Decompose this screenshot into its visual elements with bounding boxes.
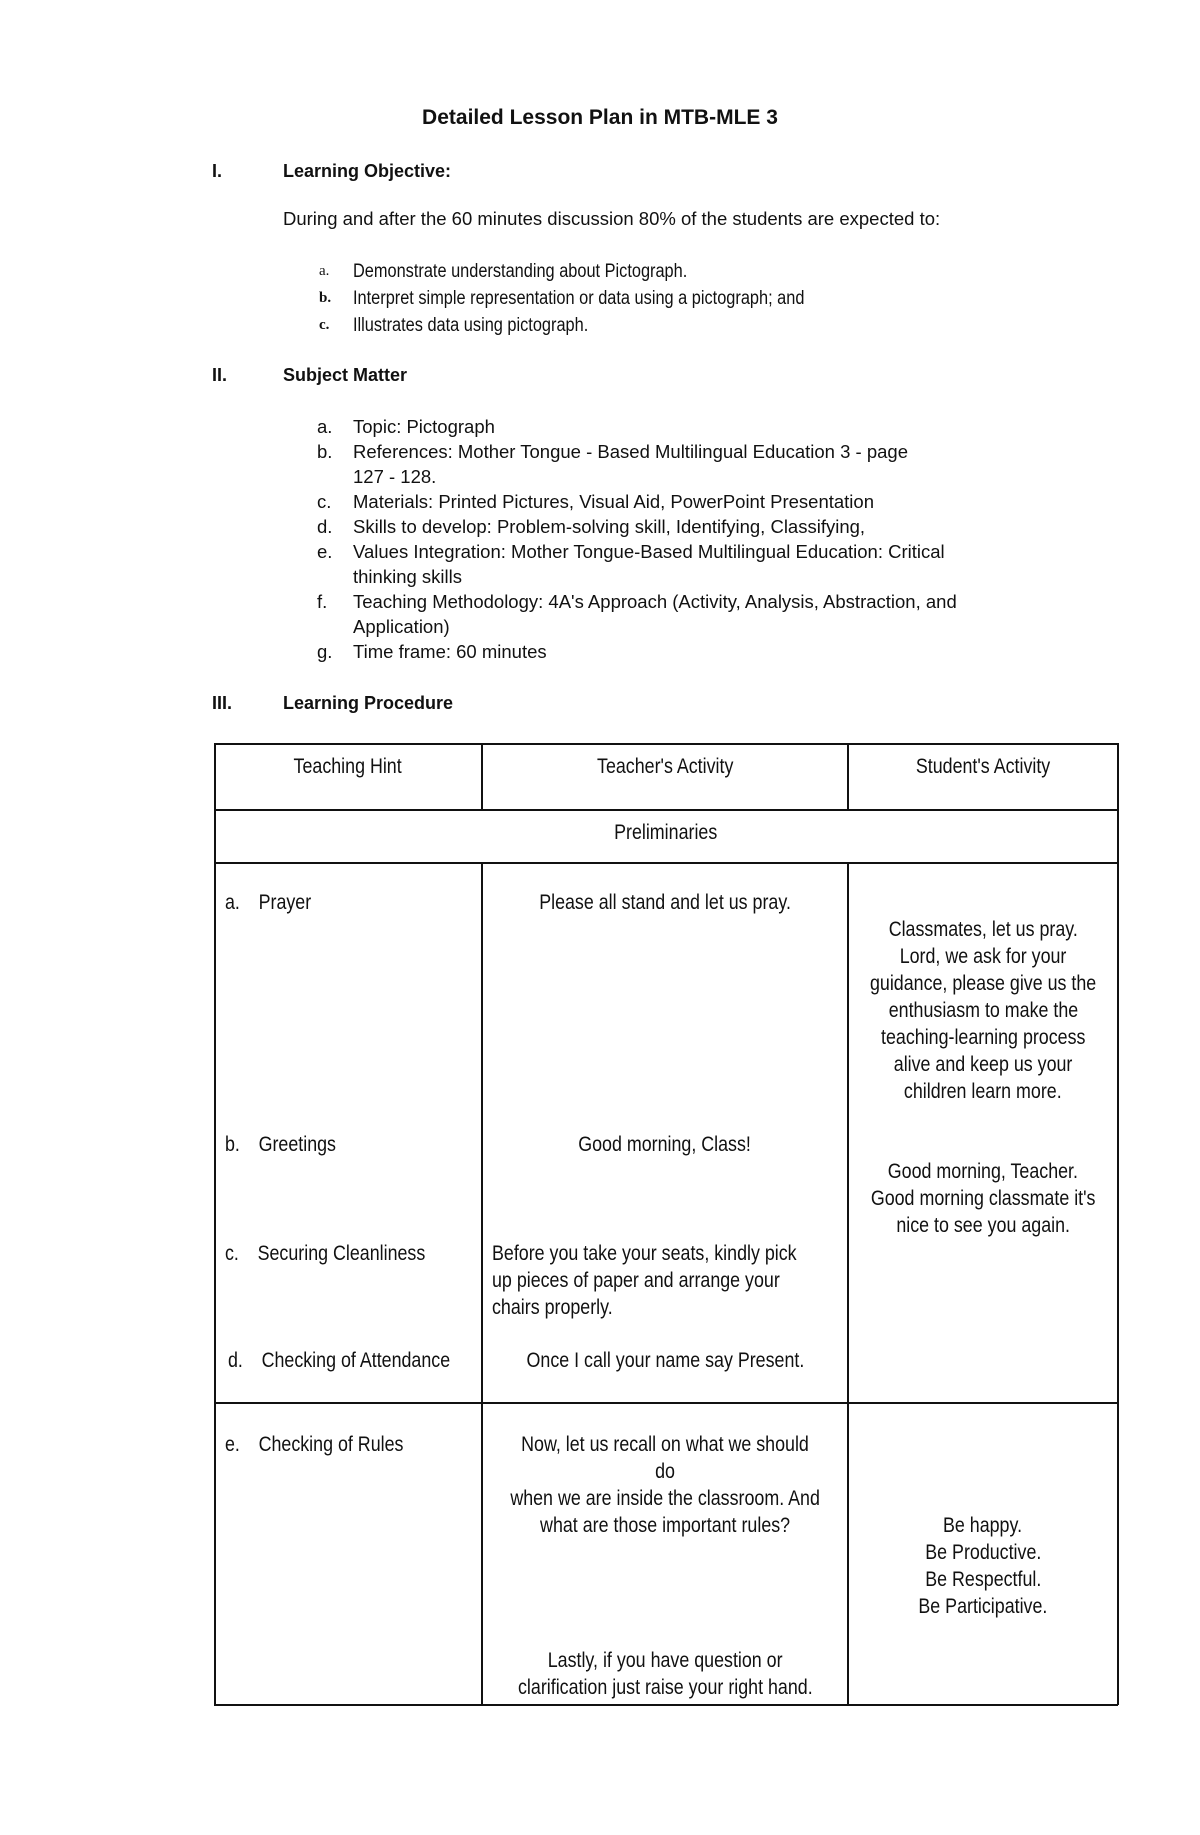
list-item bbox=[283, 414, 1023, 439]
table-column-divider bbox=[481, 862, 483, 1705]
document-title: Detailed Lesson Plan in MTB-MLE 3 bbox=[422, 106, 778, 129]
section-3-number: III. bbox=[212, 693, 233, 713]
objective-list bbox=[283, 258, 1023, 339]
table-divider bbox=[214, 809, 1118, 811]
header-teachers-activity: Teacher's Activity bbox=[596, 755, 734, 778]
teacher-cleanliness: Before you take your seats, kindly pick up pieces of paper and arrange your chairs properly. bbox=[492, 1242, 797, 1319]
hint-securing-cleanliness: c. Securing Cleanliness bbox=[225, 1242, 426, 1265]
list-marker: b. bbox=[319, 290, 332, 306]
section-3-title: Learning Procedure bbox=[283, 693, 454, 713]
list-marker: e. bbox=[317, 541, 333, 562]
list-item-text: Demonstrate understanding about Pictograph. bbox=[353, 261, 688, 282]
section-1-number: I. bbox=[212, 161, 223, 181]
learning-procedure-table bbox=[214, 743, 1118, 1705]
list-item bbox=[283, 285, 1023, 312]
list-marker: f. bbox=[317, 591, 328, 612]
header-students-activity: Student's Activity bbox=[915, 755, 1051, 778]
table-divider bbox=[214, 862, 1118, 864]
list-item-text: Interpret simple representation or data using a pictograph; and bbox=[353, 288, 805, 309]
list-item bbox=[283, 639, 1023, 664]
subject-matter-list bbox=[283, 414, 1023, 664]
list-item bbox=[283, 514, 1023, 539]
student-prayer: Classmates, let us pray. Lord, we ask for your guidance, please give us the enthusiasm to make the teaching-learning process alive and keep us your children learn more. bbox=[869, 918, 1097, 1103]
hint-checking-rules: e. Checking of Rules bbox=[225, 1433, 404, 1456]
list-item-text: Topic: Pictograph bbox=[353, 416, 495, 437]
list-marker: b. bbox=[317, 441, 333, 462]
list-item-text: Illustrates data using pictograph. bbox=[353, 315, 589, 336]
header-teaching-hint: Teaching Hint bbox=[293, 755, 403, 778]
list-item bbox=[283, 589, 1053, 639]
section-2-title: Subject Matter bbox=[283, 365, 408, 385]
hint-prayer: a. Prayer bbox=[225, 891, 312, 914]
student-greetings: Good morning, Teacher. Good morning classmate it's nice to see you again. bbox=[870, 1160, 1096, 1237]
list-item-text: Values Integration: Mother Tongue-Based Multilingual Education: Critical thinking skills bbox=[353, 541, 945, 587]
list-item bbox=[283, 439, 913, 489]
list-item-text: Teaching Methodology: 4A's Approach (Activity, Analysis, Abstraction, and Application) bbox=[353, 591, 957, 637]
list-item bbox=[283, 258, 1023, 285]
list-marker: a. bbox=[319, 263, 330, 279]
list-item-text: References: Mother Tongue - Based Multilingual Education 3 - page 127 - 128. bbox=[353, 441, 908, 487]
table-border-top bbox=[214, 743, 1118, 745]
list-item-text: Skills to develop: Problem-solving skill, Identifying, Classifying, bbox=[353, 516, 866, 537]
teacher-rules: Now, let us recall on what we should do when we are inside the classroom. And what are those important rules? bbox=[510, 1433, 820, 1537]
hint-checking-attendance: d. Checking of Attendance bbox=[228, 1349, 451, 1372]
list-marker: a. bbox=[317, 416, 333, 437]
list-item bbox=[283, 489, 1023, 514]
list-marker: c. bbox=[317, 491, 332, 512]
table-border-left bbox=[214, 743, 216, 1705]
list-item-text: Time frame: 60 minutes bbox=[353, 641, 547, 662]
table-divider bbox=[214, 1402, 1118, 1404]
list-marker: c. bbox=[319, 317, 330, 333]
section-1-title: Learning Objective: bbox=[283, 161, 452, 181]
teacher-greetings: Good morning, Class! bbox=[578, 1133, 752, 1156]
list-item-text: Materials: Printed Pictures, Visual Aid, PowerPoint Presentation bbox=[353, 491, 874, 512]
teacher-question: Lastly, if you have question or clarification just raise your right hand. bbox=[517, 1649, 813, 1699]
list-item bbox=[283, 539, 993, 589]
objective-intro: During and after the 60 minutes discussion 80% of the students are expected to: bbox=[283, 208, 941, 229]
student-rules: Be happy. Be Productive. Be Respectful. Be Participative. bbox=[918, 1514, 1048, 1618]
hint-greetings: b. Greetings bbox=[225, 1133, 336, 1156]
teacher-attendance: Once I call your name say Present. bbox=[526, 1349, 804, 1372]
list-item bbox=[283, 312, 1023, 339]
list-marker: d. bbox=[317, 516, 333, 537]
teacher-prayer: Please all stand and let us pray. bbox=[539, 891, 791, 914]
section-2-number: II. bbox=[212, 365, 228, 385]
list-marker: g. bbox=[317, 641, 333, 662]
preliminaries-label: Preliminaries bbox=[614, 821, 718, 844]
table-border-bottom bbox=[214, 1704, 1118, 1706]
